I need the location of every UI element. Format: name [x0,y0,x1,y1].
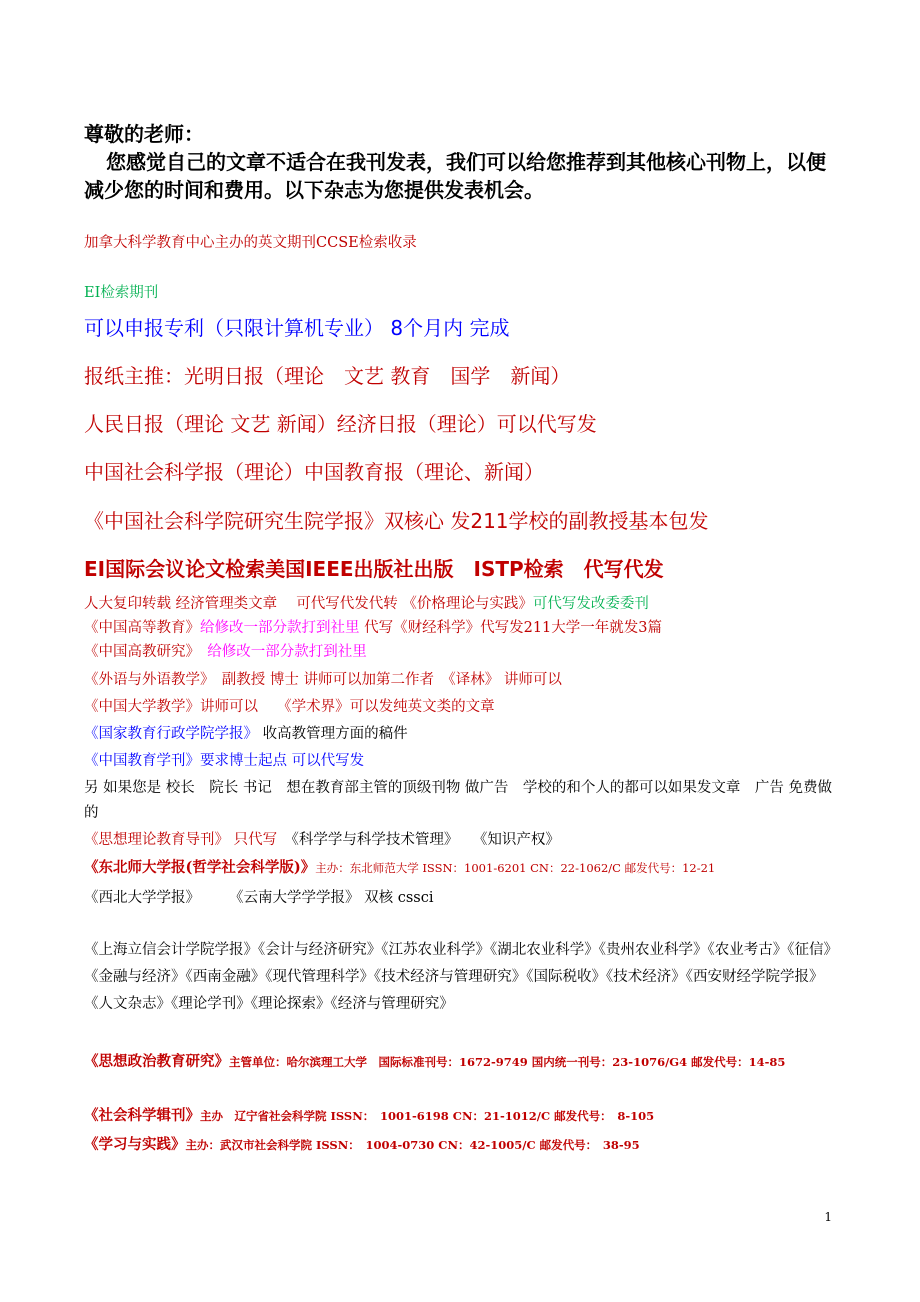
line-ei-conference: EI国际会议论文检索美国IEEE出版社出版 ISTP检索 代写代发 [84,557,664,581]
row-sizheng-info: 主管单位：哈尔滨理工大学 国际标准刊号：1672-9749 国内统一刊号：23-1076/G4 邮发代号：14-85 [229,1055,786,1069]
row-gaojiao-note: 给修改一部分款打到社里 [192,644,367,660]
row-shehui-jikan-info: 主办 辽宁省社会科学院 ISSN： 1001-6198 CN：21-1012/C 邮发代号： 8-105 [200,1109,655,1123]
row-renda-text: 人大复印转载 经济管理类文章 可代写代发代转 《价格理论与实践》 [84,596,533,612]
row-xingzheng-title: 《国家教育行政学院学报》 [84,726,258,742]
row-shehui-jikan [84,1104,844,1125]
row-renda [84,592,844,613]
row-xibei: 《西北大学学报》 《云南大学学学报》 双核 cssci [84,890,434,906]
row-gaojiao-title: 《中国高教研究》 [84,644,193,660]
row-gaojiao [84,640,844,661]
row-renda-note: 可代写发改委委刊 [532,596,649,612]
row-xuexi-shijian [84,1133,844,1154]
row-jiaoyu-xuekan: 《中国教育学刊》要求博士起点 可以代写发 [84,753,365,769]
row-dongbei-info: 主办：东北师范大学 ISSN：1001-6201 CN：22-1062/C 邮发代号：12-21 [315,861,716,875]
row-xingzheng [84,722,844,743]
line-newspaper-1: 报纸主推：光明日报（理论 文艺 教育 国学 新闻） [84,364,571,388]
line-ccse: 加拿大科学教育中心主办的英文期刊CCSE检索收录 [84,235,417,251]
row-dongbei [84,856,844,877]
row-daxue: 《中国大学教学》讲师可以 《学术界》可以发纯英文类的文章 [84,699,495,715]
row-shehui-jikan-title: 《社会科学辑刊》 [84,1107,200,1124]
row-sixiang-lilun-extra: 《科学学与科学技术管理》 《知识产权》 [277,832,560,848]
line-patent: 可以申报专利（只限计算机专业） 8个月内 完成 [84,316,510,340]
line-cass: 《中国社会科学院研究生院学报》双核心 发211学校的副教授基本包发 [84,509,709,533]
row-xuexi-shijian-info: 主办：武汉市社会科学院 ISSN： 1004-0730 CN：42-1005/C 邮发代号： 38-95 [185,1138,640,1152]
row-xingzheng-note: 收高教管理方面的稿件 [258,726,408,742]
greeting: 尊敬的老师： [84,122,204,146]
row-sizheng [84,1048,844,1075]
line-ei: EI检索期刊 [84,285,159,301]
row-sixiang-lilun-title: 《思想理论教育导刊》 只代写 [84,832,278,848]
row-sixiang-lilun [84,828,844,849]
row-xuexi-shijian-title: 《学习与实践》 [84,1136,186,1153]
line-newspaper-3: 中国社会科学报（理论）中国教育报（理论、新闻） [84,460,544,484]
row-dongbei-title: 《东北师大学报(哲学社会科学版)》 [84,859,316,876]
row-sizheng-title: 《思想政治教育研究》 [84,1053,229,1070]
row-gaodeng-note: 给修改一部分款打到社里 [200,620,360,636]
row-journal-list: 《上海立信会计学院学报》《会计与经济研究》《江苏农业科学》《湖北农业科学》《贵州农业科学》《农业考古》《征信》《金融与经济》《西南金融》《现代管理科学》《技术经济与管理研究》《国际税收》《技术经济》《西安财经学院学报》《人文杂志》《理论学刊》《理论探索》《经济与管理研究》 [84,942,838,1012]
row-gaodeng-title: 《中国高等教育》 [84,620,200,636]
row-advert: 另 如果您是 校长 院长 书记 想在教育部主管的顶级刊物 做广告 学校的和个人的都可以如果发文章 广告 免费做的 [84,780,833,821]
line-newspaper-2: 人民日报（理论 文艺 新闻）经济日报（理论）可以代写发 [84,412,597,436]
row-gaodeng [84,616,844,637]
page-number: 1 [824,1210,832,1224]
row-gaodeng-extra: 代写《财经科学》代写发211大学一年就发3篇 [359,620,663,636]
intro-paragraph: 您感觉自己的文章不适合在我刊发表，我们可以给您推荐到其他核心刊物上，以便减少您的时间和费用。以下杂志为您提供发表机会。 [84,150,826,202]
row-waiyu: 《外语与外语教学》 副教授 博士 讲师可以加第二作者 《译林》 讲师可以 [84,672,562,688]
